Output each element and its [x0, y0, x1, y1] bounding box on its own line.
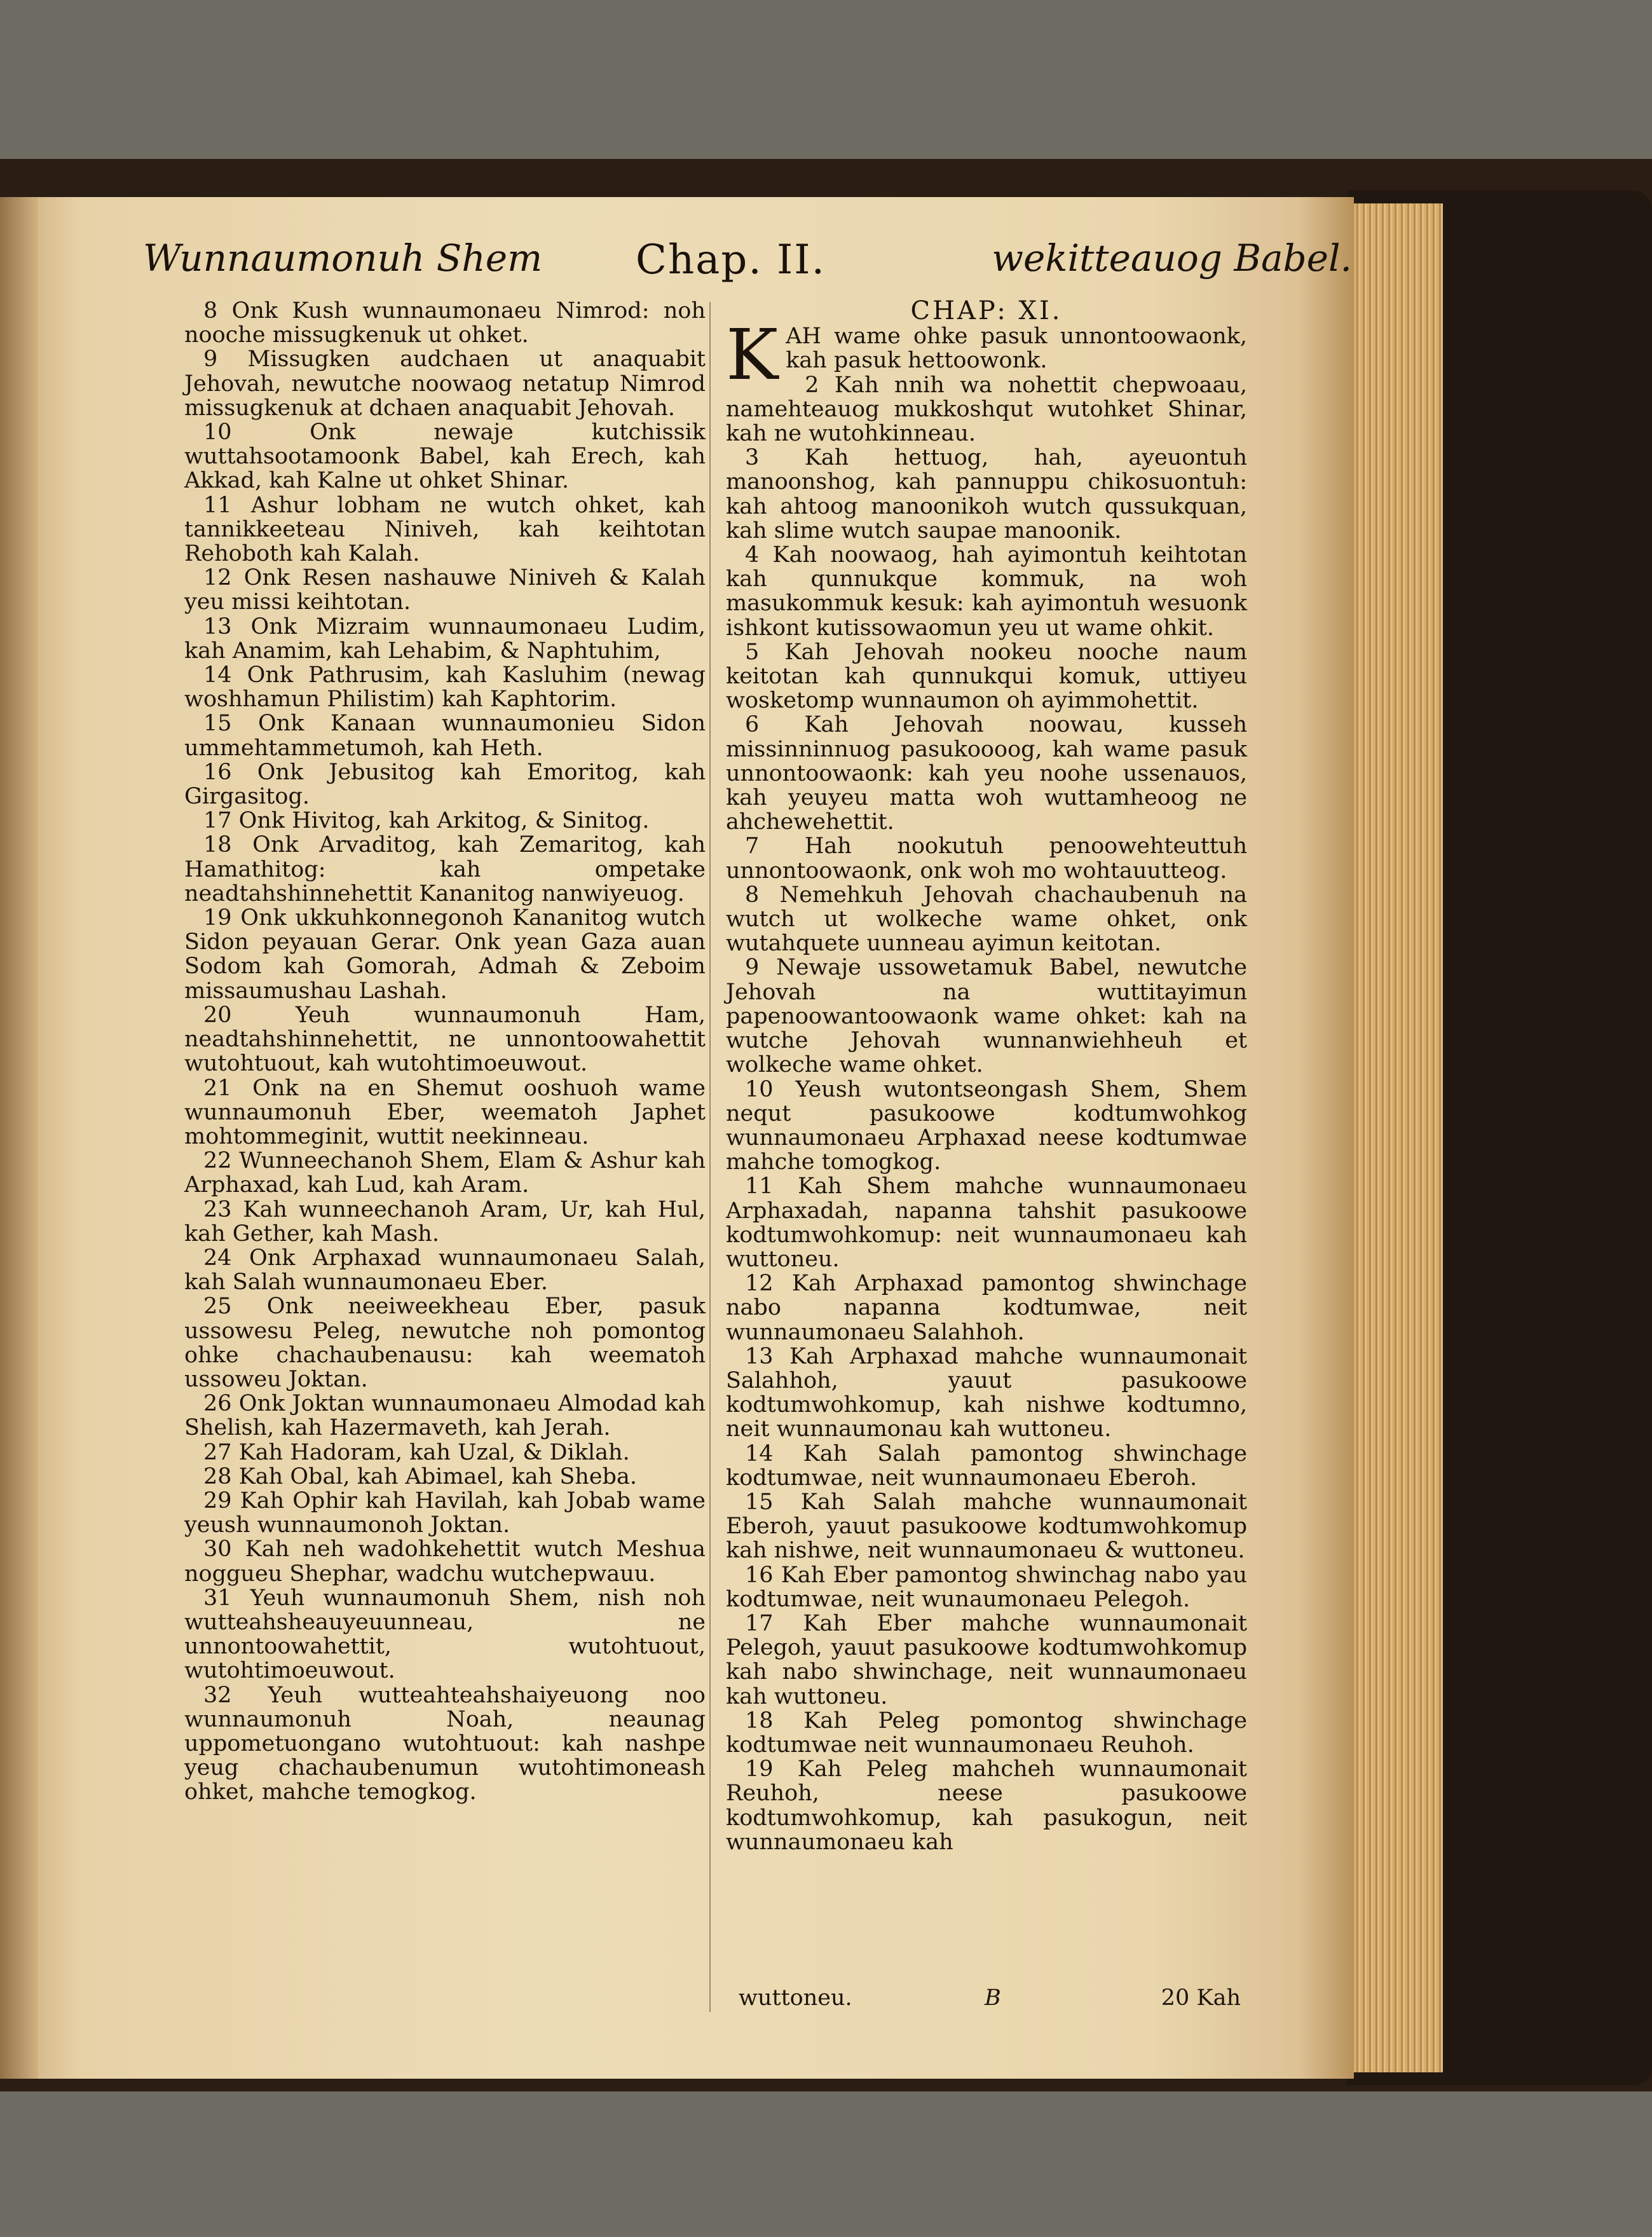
verse: 13 Onk Mizraim wunnaumonaeu Ludim, kah Anamim, kah Lehabim, & Naphtuhim, [184, 613, 706, 664]
verse: 14 Kah Salah pamontog shwinchage kodtumwae, neit wunnaumonaeu Eberoh. [726, 1440, 1247, 1491]
page-gutter [0, 197, 38, 2079]
verse: 8 Nemehkuh Jehovah chachaubenuh na wutch ut wolkeche wame ohket, onk wutahquete uunneau ayimun keitotan. [726, 882, 1247, 957]
verse: 31 Yeuh wunnaumonuh Shem, nish noh wutteahsheauyeuunneau, ne unnontoowahettit, wutohtuout, wutohtimoeuwout. [184, 1585, 706, 1684]
verse: 8 Onk Kush wunnaumonaeu Nimrod: noh nooche missugkenuk ut ohket. [184, 298, 706, 348]
header-chapter: Chap. II. [636, 236, 826, 284]
verse: 10 Yeush wutontseongash Shem, Shem nequt pasukoowe kodtumwohkog wunnaumonaeu Arphaxad neese kodtumwae mahche tomogkog. [726, 1076, 1247, 1175]
verse: 29 Kah Ophir kah Havilah, kah Jobab wame yeush wunnaumonoh Joktan. [184, 1488, 706, 1538]
verse: 25 Onk neeiweekheau Eber, pasuk ussowesu Peleg, newutche noh pomontog ohke chachaubenausu: kah weematoh ussoweu Joktan. [184, 1294, 706, 1392]
verse: 2 Kah nnih wa nohettit chepwoaau, namehteauog mukkoshqut wutohket Shinar, kah ne wutohkinneau. [726, 372, 1247, 447]
footer-last-word: wuttoneu. [739, 1985, 852, 2011]
verse: 27 Kah Hadoram, kah Uzal, & Diklah. [203, 1439, 630, 1465]
signature-mark: B [985, 1985, 1001, 2011]
verse: 18 Onk Arvaditog, kah Zemaritog, kah Hamathitog: kah ompetake neadtahshinnehettit Kananitog nanwiyeuog. [184, 832, 706, 906]
catchword: 20 Kah [1161, 1985, 1241, 2011]
verse: 21 Onk na en Shemut ooshuoh wame wunnaumonuh Eber, weematoh Japhet mohtommeginit, wuttit neekinneau. [184, 1075, 706, 1149]
verse: 22 Wunneechanoh Shem, Elam & Ashur kah Arphaxad, kah Lud, kah Aram. [184, 1148, 706, 1198]
running-header [143, 236, 1351, 294]
header-left: Wunnaumonuh Shem [143, 236, 543, 280]
verse: 13 Kah Arphaxad mahche wunnaumonait Salahhoh, yauut pasukoowe kodtumwohkomup, kah nishwe kodtumno, neit wunnaumonau kah wuttoneu. [726, 1343, 1247, 1442]
verse: 28 Kah Obal, kah Abimael, kah Sheba. [203, 1463, 637, 1489]
left-column [184, 299, 706, 1805]
verse: 4 Kah noowaog, hah ayimontuh keihtotan kah qunnukque kommuk, na woh masukommuk kesuk: kah ayimontuh wesuonk ishkont kutissowaomun yeu ut wame ohkit. [726, 542, 1247, 641]
verse: 26 Onk Joktan wunnaumonaeu Almodad kah Shelish, kah Hazermaveth, kah Jerah. [184, 1391, 706, 1441]
verse: 19 Onk ukkuhkonnegonoh Kananitog wutch Sidon peyauan Gerar. Onk yean Gaza auan Sodom kah Gomorah, Admah & Zeboim missaumushau Lashah. [184, 905, 706, 1004]
page-footer [726, 1985, 1247, 2011]
verse: 6 Kah Jehovah noowau, kusseh missinninnuog pasukoooog, kah wame pasuk unnontoowaonk: kah yeu noohe ussenauos, kah yeuyeu matta woh wuttamheoog ne ahchewehettit. [726, 712, 1247, 835]
first-verse-text: AH wame ohke pasuk unnontoowaonk, kah pasuk hettoowonk. [786, 324, 1247, 374]
column-divider [709, 302, 711, 2012]
verse: 23 Kah wunneechanoh Aram, Ur, kah Hul, kah Gether, kah Mash. [184, 1196, 706, 1247]
verse: 12 Kah Arphaxad pamontog shwinchage nabo napanna kodtumwae, neit wunnaumonaeu Salahhoh. [726, 1271, 1247, 1345]
verse: 7 Hah nookutuh penoowehteuttuh unnontoowaonk, onk woh mo wohtauutteog. [726, 833, 1247, 884]
verse: 16 Onk Jebusitog kah Emoritog, kah Girgasitog. [184, 759, 706, 810]
verse: 30 Kah neh wadohkehettit wutch Meshua noggueu Shephar, wadchu wutchepwauu. [184, 1536, 706, 1587]
right-verses [726, 373, 1247, 1854]
verse: 15 Onk Kanaan wunnaumonieu Sidon ummehtammetumoh, kah Heth. [184, 711, 706, 761]
verse: 17 Onk Hivitog, kah Arkitog, & Sinitog. [203, 808, 650, 834]
verse: 5 Kah Jehovah nookeu nooche naum keitotan kah qunnukqui komuk, uttiyeu wosketomp wunnaumon oh ayimmohettit. [726, 639, 1247, 714]
header-right: wekitteauog Babel. [992, 236, 1352, 280]
verse: 32 Yeuh wutteahteahshaiyeuong noo wunnaumonuh Noah, neaunag uppometuongano wutohtuout: kah nashpe yeug chachaubenumun wutohtimoneash ohket, mahche temogkog. [184, 1682, 706, 1805]
verse: 16 Kah Eber pamontog shwinchag nabo yau kodtumwae, neit wunaumonaeu Pelegoh. [726, 1562, 1247, 1612]
verse: 11 Ashur lobham ne wutch ohket, kah tannikkeeteau Niniveh, kah keihtotan Rehoboth kah Kalah. [184, 492, 706, 567]
verse: 14 Onk Pathrusim, kah Kasluhim (newag woshhamun Philistim) kah Kaphtorim. [184, 662, 706, 713]
verse: 9 Newaje ussowetamuk Babel, newutche Jehovah na wuttitayimun papenoowantoowaonk wame ohket: kah na wutche Jehovah wunnanwiehheuh et wolkeche wame ohket. [726, 955, 1247, 1078]
verse: 19 Kah Peleg mahcheh wunnaumonait Reuhoh, neese pasukoowe kodtumwohkomup, kah pasukogun, neit wunnaumonaeu kah [726, 1756, 1247, 1855]
verse: 20 Yeuh wunnaumonuh Ham, neadtahshinnehettit, ne unnontoowahettit wutohtuout, kah wutohtimoeuwout. [184, 1002, 706, 1077]
verse: 10 Onk newaje kutchissik wuttahsootamoonk Babel, kah Erech, kah Akkad, kah Kalne ut ohket Shinar. [184, 420, 706, 494]
first-verse [726, 314, 1247, 396]
chapter-heading: CHAP: XI. [910, 296, 1063, 325]
verse: 3 Kah hettuog, hah, ayeuontuh manoonshog, kah pannuppu chikosuontuh: kah ahtoog manoonikoh wutch qussukquan, kah slime wutch saupae manoonik. [726, 445, 1247, 544]
verse: 11 Kah Shem mahche wunnaumonaeu Arphaxadah, napanna tahshit pasukoowe kodtumwohkomup: neit wunnaumonaeu kah wuttoneu. [726, 1173, 1247, 1272]
verse: 17 Kah Eber mahche wunnaumonait Pelegoh, yauut pasukoowe kodtumwohkomup kah nabo shwinchage, neit wunnaumonaeu kah wuttoneu. [726, 1610, 1247, 1709]
right-column [726, 296, 1247, 1855]
verse: 24 Onk Arphaxad wunnaumonaeu Salah, kah Salah wunnaumonaeu Eber. [184, 1245, 706, 1296]
drop-cap: K [726, 314, 779, 396]
page-edges [1348, 203, 1443, 2072]
verse: 12 Onk Resen nashauwe Niniveh & Kalah yeu missi keihtotan. [184, 565, 706, 615]
verse: 9 Missugken audchaen ut anaquabit Jehovah, newutche noowaog netatup Nimrod missugkenuk at dchaen anaquabit Jehovah. [184, 346, 706, 421]
verse: 18 Kah Peleg pomontog shwinchage kodtumwae neit wunnaumonaeu Reuhoh. [726, 1707, 1247, 1758]
verse: 15 Kah Salah mahche wunnaumonait Eberoh, yauut pasukoowe kodtumwohkomup kah nishwe, neit wunnaumonaeu & wuttoneu. [726, 1489, 1247, 1564]
